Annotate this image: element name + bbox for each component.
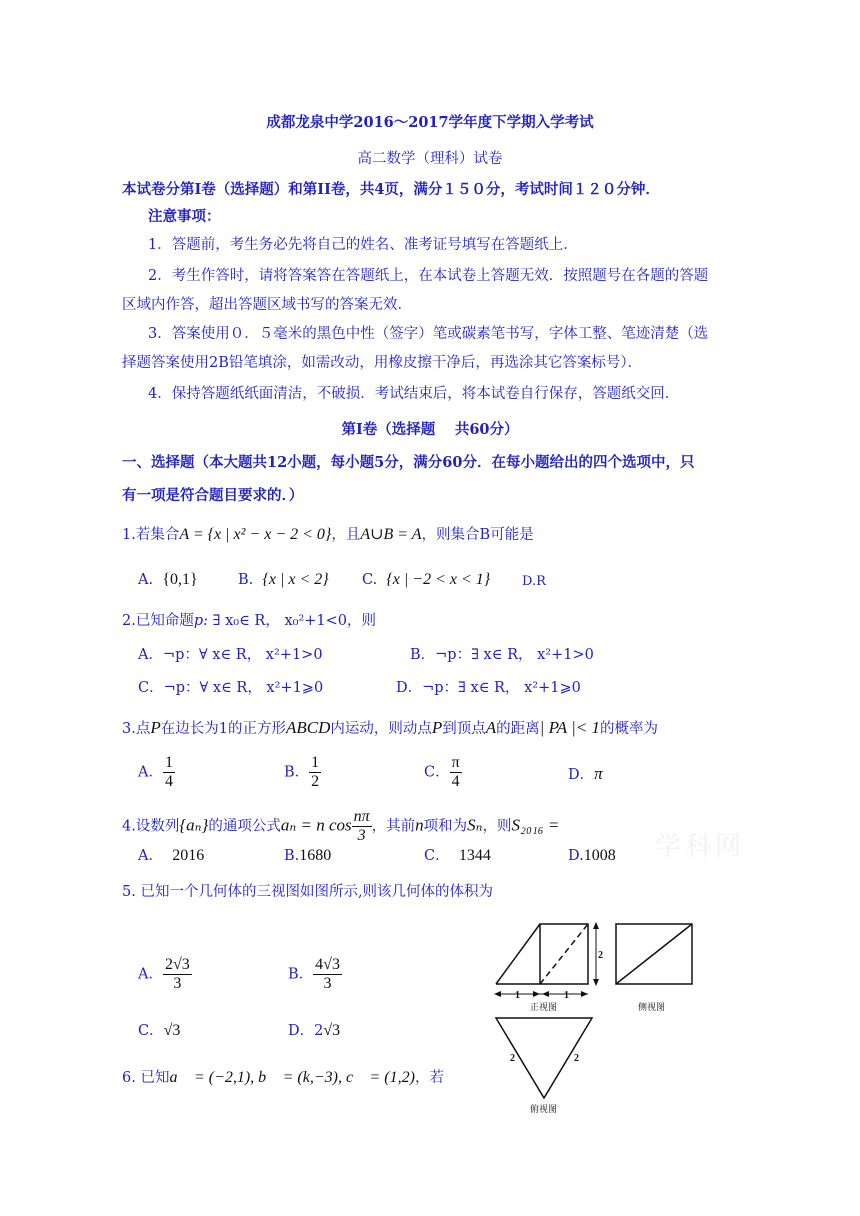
question-1-stem: 1.若集合A = {x | x² − x − 2 < 0}，且A∪B = A，则集合B可能是 (122, 526, 534, 543)
q3-option-a: A． $\frac{1}{4}$ (138, 754, 173, 790)
top-view-label: 俯视图 (530, 1104, 558, 1114)
union-expression: A∪B = A (360, 526, 422, 543)
q1-option-d: D.R (522, 574, 546, 589)
q4-option-d: D.1008 (568, 847, 616, 864)
front-view (494, 922, 599, 997)
q3-option-c: C． $\frac{\pi}{4}$ (424, 754, 460, 790)
q4-option-c: C． 1344 (424, 847, 491, 864)
note-1: 1．答题前，考生务必先将自己的姓名、准考证号填写在答题纸上． (148, 237, 578, 253)
note-3-cont: 择题答案使用2B铅笔填涂，如需改动，用橡皮擦干净后，再选涂其它答案标号）． (122, 355, 643, 371)
q2-option-c: C．¬p：∀ x∈ R， x²+1⩾0 (138, 680, 324, 696)
section-instructions-2: 有一项是符合题目要求的．） (122, 487, 304, 504)
q3-option-b: B． $\frac{1}{2}$ (284, 754, 320, 790)
dim-left-label: 1 (515, 990, 520, 1001)
dim-right-label: 1 (564, 990, 569, 1001)
exam-subtitle: 高二数学（理科）试卷 (357, 151, 503, 167)
note-2-cont: 区域内作答，超出答题区域书写的答案无效． (122, 297, 412, 313)
q5-option-a: A． $\frac{2√3}{3}$ (138, 956, 190, 992)
question-5-stem: 5. 已知一个几何体的三视图如图所示,则该几何体的体积为 (122, 884, 494, 900)
question-2-stem: 2.已知命题p: ∃ x₀∈ R， x₀²+1<0，则 (122, 613, 377, 629)
q4-option-a: A． 2016 (138, 847, 205, 864)
note-4: 4．保持答题纸纸面清洁，不破损．考试结束后，将本试卷自行保存，答题纸交回． (148, 386, 680, 402)
q1-option-b: B. {x | x < 2} (238, 571, 329, 588)
question-4-stem: 4.设数列{aₙ}的通项公式aₙ = n cos $\frac{n\pi}{3}$ ，其前n项和为Sₙ，则S₂₀₁₆ = (122, 808, 560, 844)
question-6-stem: 6. 已知a⃗ = (−2,1), b⃗ = (k,−3), c⃗ = (1,2)，若 (122, 1069, 444, 1086)
note-3: 3．答案使用０．５毫米的黑色中性（签字）笔或碳素笔书写，字体工整、笔迹清楚（选 (148, 326, 709, 342)
exam-title: 成都龙泉中学2016～2017学年度下学期入学考试 (266, 114, 594, 131)
side-view (616, 924, 692, 984)
q2-option-b: B．¬p：∃ x∈ R， x²+1>0 (410, 647, 594, 663)
note-2: 2．考生作答时，请将答案答在答题纸上，在本试卷上答题无效．按照题号在各题的答题 (148, 268, 709, 284)
exam-intro: 本试卷分第Ⅰ卷（选择题）和第II卷，共4页，满分１５０分，考试时间１２０分钟． (122, 181, 660, 198)
set-a-expression: A = {x | x² − x − 2 < 0} (179, 526, 332, 543)
question-3-stem: 3.点P在边长为1的正方形ABCD内运动，则动点P到顶点A的距离| PA |< 1的概率为 (122, 718, 658, 737)
watermark: 学科网 (655, 832, 746, 862)
notes-title: 注意事项： (148, 208, 221, 225)
q4-option-b: B.1680 (284, 847, 332, 864)
tri-left-label: 2 (510, 1053, 515, 1064)
q5-option-d: D．2√3 (288, 1022, 341, 1039)
section-title: 第Ⅰ卷（选择题 共60分） (341, 421, 519, 438)
q2-option-a: A．¬p：∀ x∈ R， x²+1>0 (138, 647, 323, 663)
q2-option-d: D．¬p：∃ x∈ R， x²+1⩾0 (396, 680, 581, 696)
section-instructions-1: 一、选择题（本大题共12小题，每小题5分，满分60分．在每小题给出的四个选项中，只 (122, 454, 695, 471)
vectors-expression: a⃗ = (−2,1), b⃗ = (k,−3), c⃗ = (1,2) (169, 1069, 415, 1086)
dim-height-label: 2 (598, 950, 603, 961)
tri-right-label: 2 (574, 1053, 579, 1064)
q3-option-d: D．π (568, 764, 603, 783)
front-view-label: 正视图 (530, 1002, 558, 1012)
q5-option-c: C．√3 (138, 1022, 181, 1039)
three-view-figure (488, 918, 828, 1118)
q1-option-c: C. {x | −2 < x < 1} (362, 571, 491, 588)
side-view-label: 侧视图 (638, 1002, 666, 1012)
q1-option-a: A. {0,1} (138, 571, 198, 588)
q5-option-b: B． $\frac{4√3}{3}$ (288, 956, 340, 992)
